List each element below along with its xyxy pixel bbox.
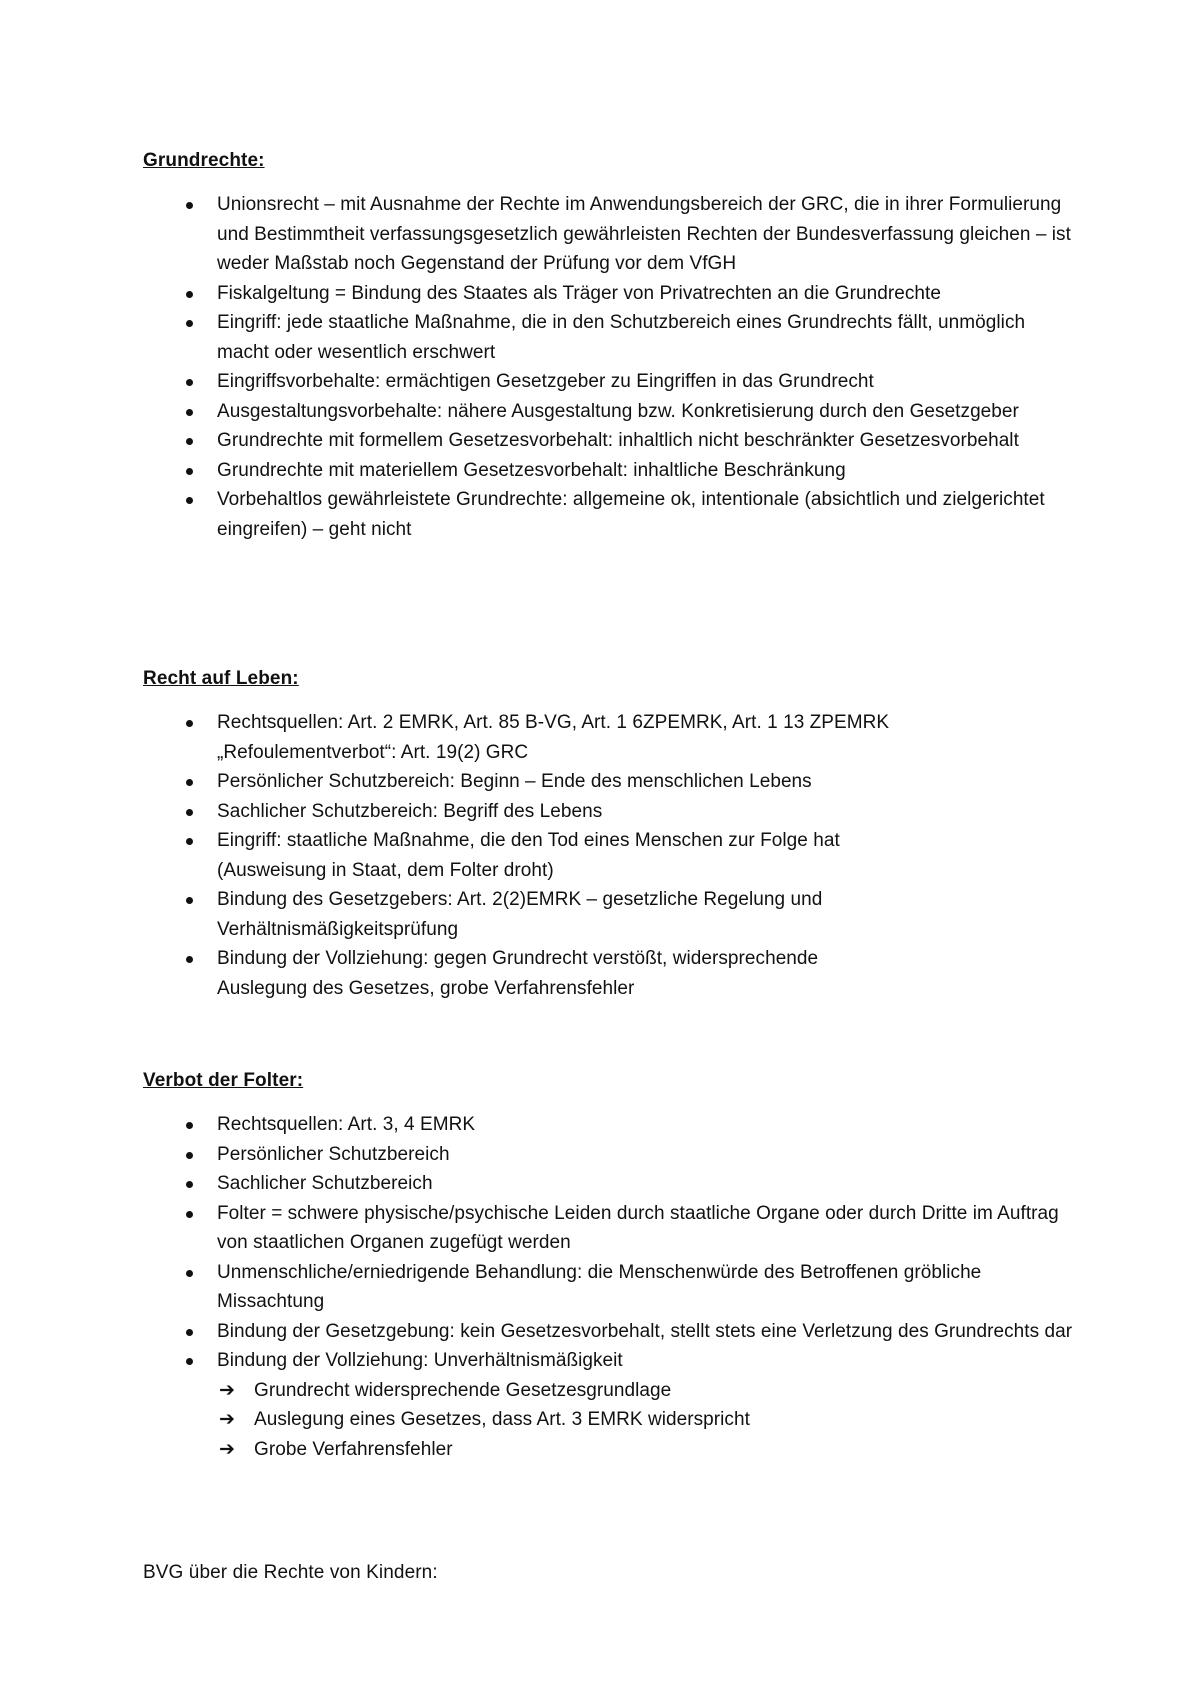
list-item (143, 1317, 1073, 1347)
list-item-text: Eingriff: jede staatliche Maßnahme, die in den Schutzbereich eines Grundrechts fällt, unmöglich macht oder wesentlich erschwert (217, 312, 1026, 363)
bullet-list (143, 190, 1073, 544)
bullet-list (143, 1110, 1073, 1464)
list-item-text: Unionsrecht – mit Ausnahme der Rechte im Anwendungsbereich der GRC, die in ihrer Formulierung und Bestimmtheit verfassungsgesetzlich gewährleisten Rechten der Bundesverfassung gleichen – ist weder Maßstab noch Gegenstand der Prüfung vor dem VfGH (217, 194, 1071, 274)
list-item-text: Eingriffsvorbehalte: ermächtigen Gesetzgeber zu Eingriffen in das Grundrecht (217, 371, 874, 392)
section-heading: Verbot der Folter: (143, 1070, 304, 1091)
list-item-text: Eingriff: staatliche Maßnahme, die den Tod eines Menschen zur Folge hat (Ausweisung in Staat, dem Folter droht) (217, 830, 840, 881)
section-recht-auf-leben (143, 664, 903, 1003)
bullet-icon (186, 379, 193, 386)
list-item-text: Persönlicher Schutzbereich: Beginn – Ende des menschlichen Lebens (217, 771, 812, 792)
list-item (143, 426, 1073, 456)
right-arrow-icon: ➔ (219, 1408, 235, 1430)
list-item-text: Bindung der Vollziehung: gegen Grundrecht verstößt, widersprechende Auslegung des Gesetzes, grobe Verfahrensfehler (217, 948, 819, 999)
section-verbot-der-folter (143, 1066, 1073, 1464)
bullet-list (143, 708, 903, 1003)
bullet-icon (186, 779, 193, 786)
list-item-text: Folter = schwere physische/psychische Leiden durch staatliche Organe oder durch Dritte im Auftrag von staatlichen Organen zugefügt werden (217, 1202, 1059, 1253)
section-heading: Grundrechte: (143, 150, 265, 171)
list-item (143, 308, 1073, 367)
bullet-icon (186, 1329, 193, 1336)
bullet-icon (186, 291, 193, 298)
list-item (143, 1199, 1073, 1258)
list-item-text: Bindung des Gesetzgebers: Art. 2(2)EMRK – gesetzliche Regelung und Verhältnismäßigkeitsprüfung (217, 889, 823, 940)
list-item (143, 708, 903, 767)
list-item (143, 885, 903, 944)
list-item-text: Unmenschliche/erniedrigende Behandlung: die Menschenwürde des Betroffenen gröbliche Missachtung (217, 1261, 982, 1312)
list-item (143, 279, 1073, 309)
bullet-icon (186, 1358, 193, 1365)
bullet-icon (186, 202, 193, 209)
list-item-text: Sachlicher Schutzbereich (217, 1173, 433, 1194)
list-item-text: Grundrechte mit formellem Gesetzesvorbehalt: inhaltlich nicht beschränkter Gesetzesvorbehalt (217, 430, 1019, 451)
list-item (143, 1169, 1073, 1199)
list-item (143, 367, 1073, 397)
list-item-text: Persönlicher Schutzbereich (217, 1143, 450, 1165)
arrow-list-item (217, 1435, 1073, 1465)
list-item (143, 826, 903, 885)
list-item-text: Rechtsquellen: Art. 3, 4 EMRK (217, 1114, 476, 1135)
bullet-icon (186, 468, 193, 475)
list-item-text: Bindung der Gesetzgebung: kein Gesetzesvorbehalt, stellt stets eine Verletzung des Grundrechts dar (217, 1320, 1073, 1342)
section-bvg-kinderrechte (143, 1558, 1083, 1587)
bullet-icon (186, 438, 193, 445)
section-heading: Recht auf Leben: (143, 668, 299, 689)
bullet-icon (186, 497, 193, 504)
arrow-list-item (217, 1405, 1073, 1435)
arrow-sublist (217, 1376, 1073, 1465)
list-item (143, 1140, 1073, 1170)
list-item (143, 797, 903, 827)
list-item-text: Bindung der Vollziehung: Unverhältnismäßigkeit (217, 1350, 623, 1371)
right-arrow-icon: ➔ (219, 1437, 235, 1460)
list-item-text: Vorbehaltlos gewährleistete Grundrechte: allgemeine ok, intentionale (absichtlich und zielgerichtet eingreifen) – geht nicht (217, 489, 1045, 540)
list-item (143, 190, 1073, 279)
list-item (143, 1346, 1073, 1464)
bullet-icon (186, 1181, 193, 1188)
bullet-icon (186, 409, 193, 416)
bullet-icon (186, 897, 193, 904)
bullet-icon (186, 320, 193, 327)
list-item-text: Fiskalgeltung = Bindung des Staates als Träger von Privatrechten an die Grundrechte (217, 282, 941, 304)
list-item (143, 485, 1073, 544)
bullet-icon (186, 1211, 193, 1218)
list-item-text: Sachlicher Schutzbereich: Begriff des Lebens (217, 800, 603, 822)
bullet-icon (186, 956, 193, 963)
arrow-list-item-text: Grundrecht widersprechende Gesetzesgrundlage (254, 1379, 672, 1401)
bullet-icon (186, 809, 193, 816)
list-item (143, 397, 1073, 427)
bullet-icon (186, 1270, 193, 1277)
bullet-icon (186, 1122, 193, 1129)
arrow-list-item-text: Grobe Verfahrensfehler (254, 1438, 453, 1460)
bullet-icon (186, 720, 193, 727)
list-item (143, 1110, 1073, 1140)
right-arrow-icon: ➔ (219, 1378, 235, 1401)
list-item (143, 1258, 1073, 1317)
bullet-icon (186, 1152, 193, 1159)
list-item-text: Ausgestaltungsvorbehalte: nähere Ausgestaltung bzw. Konkretisierung durch den Gesetzgeber (217, 400, 1019, 422)
list-item (143, 456, 1073, 486)
arrow-list-item (217, 1376, 1073, 1406)
list-item (143, 767, 903, 797)
arrow-list-item-text: Auslegung eines Gesetzes, dass Art. 3 EMRK widerspricht (254, 1409, 750, 1430)
list-item-text: Grundrechte mit materiellem Gesetzesvorbehalt: inhaltliche Beschränkung (217, 459, 846, 481)
bullet-icon (186, 838, 193, 845)
list-item-text: Rechtsquellen: Art. 2 EMRK, Art. 85 B-VG, Art. 1 6ZPEMRK, Art. 1 13 ZPEMRK „Refoulementverbot“: Art. 19(2) GRC (217, 712, 890, 763)
section-heading: BVG über die Rechte von Kindern: (143, 1562, 438, 1583)
section-grundrechte (143, 146, 1073, 544)
list-item (143, 944, 903, 1003)
